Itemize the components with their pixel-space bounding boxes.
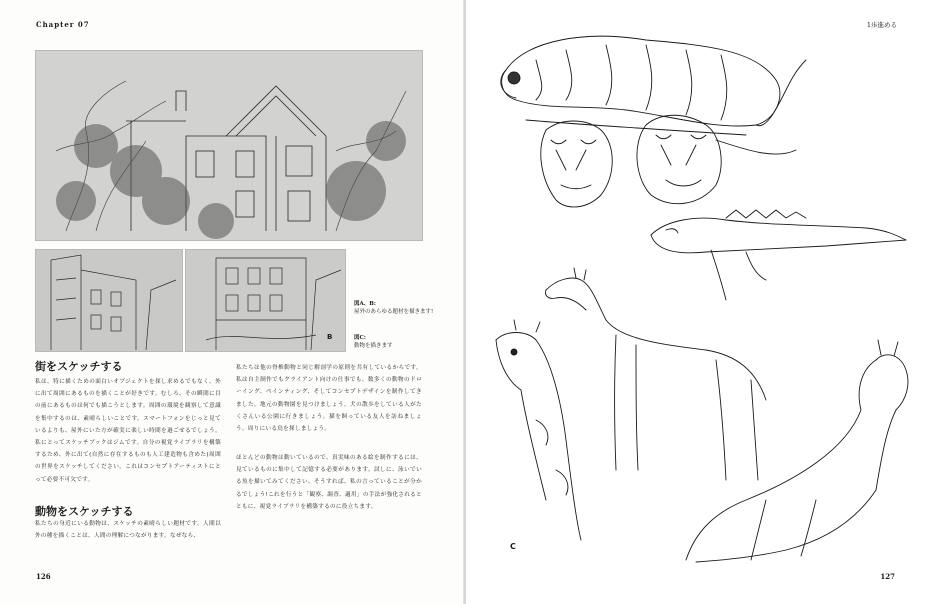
caption-c-text: 動物を描きます <box>354 343 393 349</box>
iguana-sketch <box>651 210 906 300</box>
house-sketch-illustration <box>36 51 422 240</box>
heading-animal-sketching: 動物をスケッチする <box>35 505 134 518</box>
caption-ab-text: 屋外のあらゆる題材を描きます! <box>354 309 434 315</box>
paragraph-moving-animals: ほとんどの動物は動いているので、真実味のある絵を制作するには、見ているものに集中して記憶する必要があります。試しに、泳いでいる魚を描いてみてください。そうすれば、私の言っていることが分かるでしょう!これを行うと「観察、調査、適用」の手法が強化されるとともに、視覚ライブラリを構築するのに役立ちます。 <box>236 455 422 510</box>
tiger-head-sketch-2 <box>637 115 796 203</box>
caption-ab <box>354 300 434 316</box>
right-page <box>466 0 931 604</box>
paragraph-anatomy: 私たちは他の脊椎動物と同じ解剖学の原則を共有しているからです。私は自主制作でもクライアント向けの仕事でも、数多くの動物のドローイング、ペインティング、そしてコンセプトデザインを制作してきました。地元の動物園を見つけましょう。犬の散歩をしている人がたくさんいる公園に行きましょう。猫を飼っている友人を訪ねましょう。周りにいる鳥を探しましょう。 <box>236 365 422 433</box>
photo-street-sketch-1 <box>35 249 183 352</box>
caption-c <box>354 334 434 350</box>
giraffe-standing-sketch <box>545 268 766 480</box>
building-sketch-illustration <box>186 250 345 351</box>
page-number-left: 126 <box>36 572 51 581</box>
caption-c-title: 図C: <box>354 335 366 341</box>
llama-sketch <box>686 340 908 562</box>
paragraph-animal-sketching: 私たちの身近にいる動物は、スケッチの素晴らしい題材です。人間以外の種を描くことは、人間の理解につながります。なぜなら、 <box>35 521 221 540</box>
chapter-label: Chapter 07 <box>36 20 90 29</box>
running-head: 1歩進める <box>866 21 897 29</box>
photo-house-sketch <box>35 50 423 241</box>
animal-sketches-illustration <box>466 0 931 604</box>
left-page <box>0 0 464 604</box>
figure-c-label: C <box>510 542 516 551</box>
photo-street-sketch-2 <box>185 249 346 352</box>
giraffe-head-sketch <box>496 320 581 540</box>
page-number-right: 127 <box>880 572 895 581</box>
tiger-head-sketch-1 <box>541 121 612 207</box>
photo-b-label: B <box>327 333 333 341</box>
paragraph-city-sketching: 私は、特に描くための面白いオブジェクトを探し求めるでもなく、外に出て周囲にあるものを描くことが好きです。むしろ、その瞬間に目の前にあるものは何でも描こうとします。周囲の環境を観察して意識を集中するのは、素晴らしいことです。スマートフォンをじっと見ているよりも、屋外にいた方が確実に楽しい時間を過ごせるでしょう。私にとってスケッチブックはジムです。自分の視覚ライブラリを構築するため、外に出て(自然に存在するものも人工建造物も含めた)周囲の世界をスケッチしてください。これはコンセプトアーティストにとって必要不可欠です。 <box>35 379 221 483</box>
heading-city-sketching: 街をスケッチする <box>35 360 123 373</box>
street-sketch-illustration <box>36 250 182 351</box>
caption-ab-title: 図A、B: <box>354 301 376 307</box>
